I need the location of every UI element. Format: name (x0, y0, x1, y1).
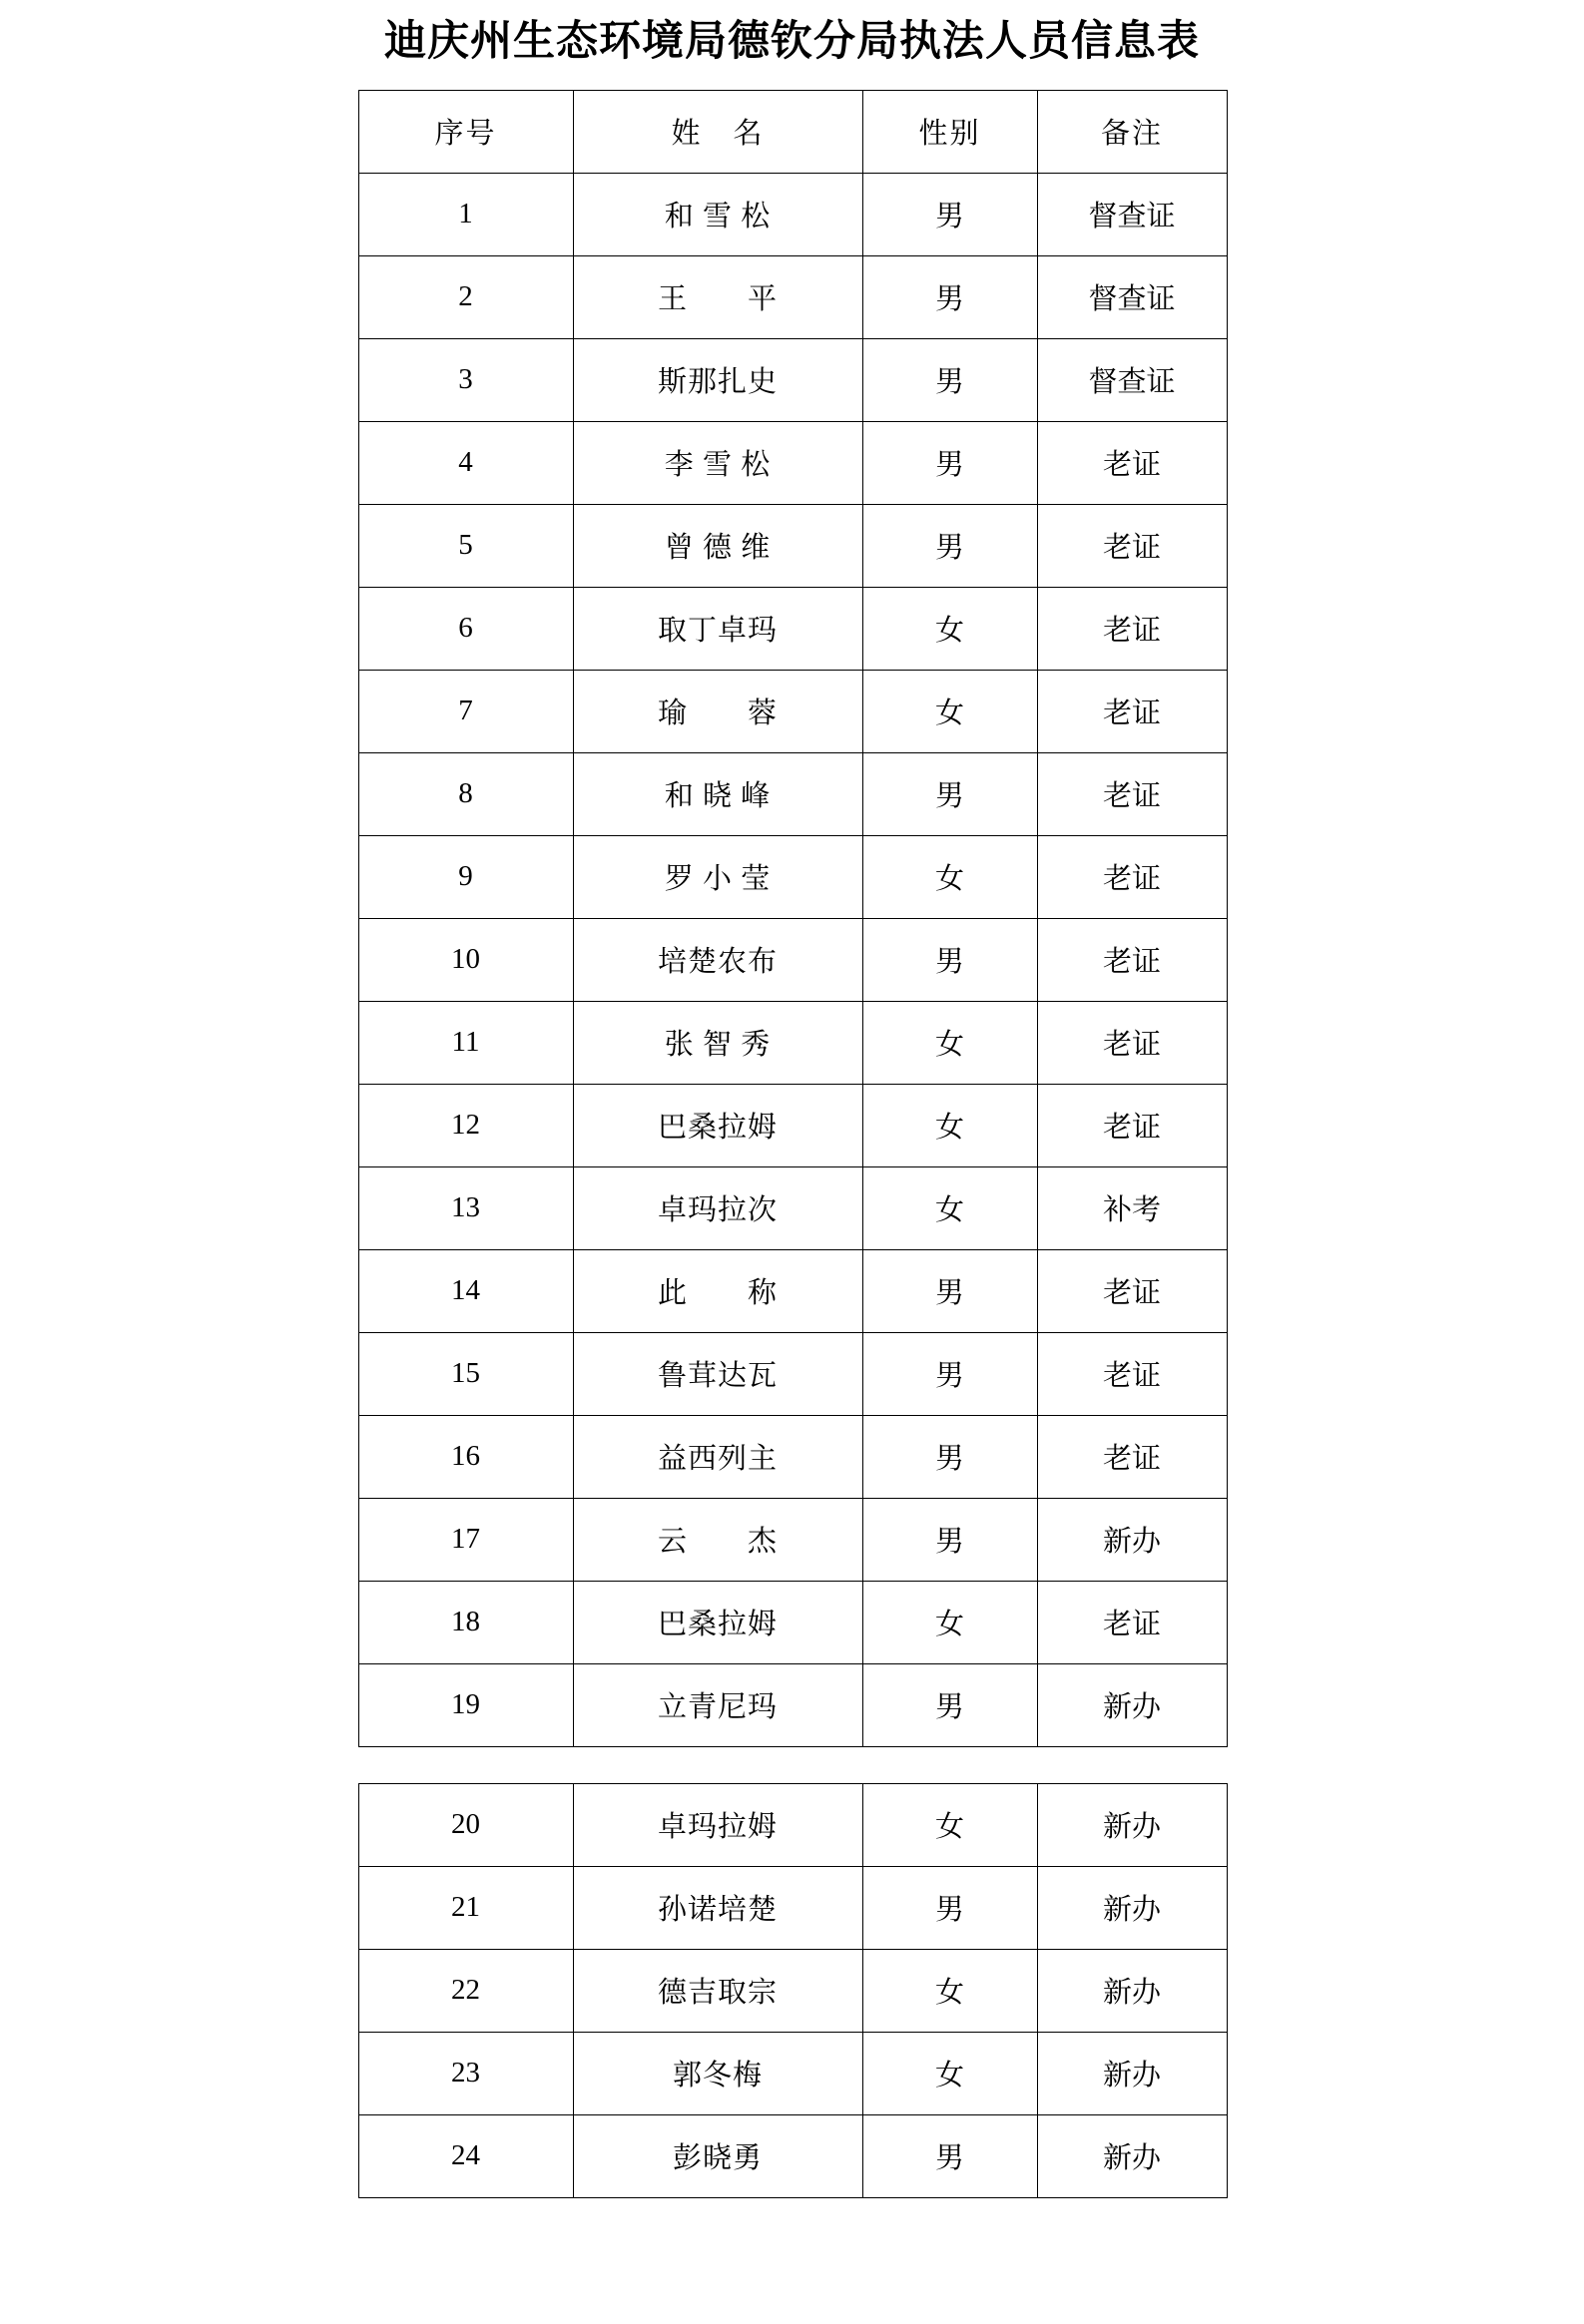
cell-index: 15 (358, 1332, 573, 1415)
cell-index: 20 (358, 1783, 573, 1866)
table-row (358, 421, 1227, 504)
cell-note: 新办 (1037, 1783, 1227, 1866)
cell-note: 新办 (1037, 1949, 1227, 2032)
cell-index: 2 (358, 255, 573, 338)
table-body-part-1 (358, 173, 1227, 1746)
cell-name: 罗 小 莹 (573, 835, 862, 918)
cell-note: 老证 (1037, 752, 1227, 835)
cell-name: 和 雪 松 (573, 173, 862, 255)
table-row (358, 338, 1227, 421)
table-row (358, 1866, 1227, 1949)
cell-note: 督查证 (1037, 338, 1227, 421)
roster-table-part-1 (358, 90, 1228, 1747)
table-row (358, 1166, 1227, 1249)
column-header-name: 姓 名 (573, 90, 862, 173)
cell-note: 新办 (1037, 2114, 1227, 2197)
table-row (358, 1001, 1227, 1084)
cell-index: 7 (358, 670, 573, 752)
page-title: 迪庆州生态环境局德钦分局执法人员信息表 (383, 17, 1200, 64)
table-row (358, 1415, 1227, 1498)
cell-index: 14 (358, 1249, 573, 1332)
cell-gender: 男 (862, 255, 1037, 338)
table-row (358, 1783, 1227, 1866)
cell-note: 老证 (1037, 1581, 1227, 1663)
cell-gender: 男 (862, 1663, 1037, 1746)
table-body-part-2 (358, 1783, 1227, 2197)
cell-gender: 男 (862, 1498, 1037, 1581)
cell-index: 24 (358, 2114, 573, 2197)
cell-name: 孙诺培楚 (573, 1866, 862, 1949)
cell-name: 此 称 (573, 1249, 862, 1332)
cell-name: 斯那扎史 (573, 338, 862, 421)
table-header-row (358, 90, 1227, 173)
cell-gender: 男 (862, 752, 1037, 835)
cell-name: 巴桑拉姆 (573, 1084, 862, 1166)
cell-note: 老证 (1037, 1084, 1227, 1166)
cell-index: 18 (358, 1581, 573, 1663)
table-gap (0, 1747, 1584, 1783)
cell-index: 6 (358, 587, 573, 670)
roster-table-part-2-wrapper (358, 1783, 1227, 2198)
cell-index: 1 (358, 173, 573, 255)
cell-gender: 女 (862, 587, 1037, 670)
cell-gender: 女 (862, 1949, 1037, 2032)
cell-name: 培楚农布 (573, 918, 862, 1001)
table-row (358, 670, 1227, 752)
cell-note: 新办 (1037, 2032, 1227, 2114)
cell-name: 瑜 蓉 (573, 670, 862, 752)
cell-gender: 女 (862, 2032, 1037, 2114)
cell-gender: 男 (862, 2114, 1037, 2197)
table-row (358, 587, 1227, 670)
cell-index: 12 (358, 1084, 573, 1166)
cell-index: 21 (358, 1866, 573, 1949)
cell-gender: 男 (862, 421, 1037, 504)
cell-note: 老证 (1037, 670, 1227, 752)
cell-note: 老证 (1037, 504, 1227, 587)
table-row (358, 1581, 1227, 1663)
cell-name: 卓玛拉姆 (573, 1783, 862, 1866)
table-row (358, 835, 1227, 918)
cell-note: 新办 (1037, 1866, 1227, 1949)
cell-index: 9 (358, 835, 573, 918)
cell-gender: 男 (862, 1332, 1037, 1415)
column-header-note: 备注 (1037, 90, 1227, 173)
cell-name: 和 晓 峰 (573, 752, 862, 835)
roster-table-part-1-wrapper (358, 90, 1227, 1747)
cell-note: 督查证 (1037, 255, 1227, 338)
table-row (358, 1249, 1227, 1332)
cell-note: 老证 (1037, 587, 1227, 670)
cell-index: 10 (358, 918, 573, 1001)
cell-gender: 男 (862, 918, 1037, 1001)
cell-name: 云 杰 (573, 1498, 862, 1581)
cell-index: 8 (358, 752, 573, 835)
cell-note: 老证 (1037, 1415, 1227, 1498)
cell-gender: 男 (862, 1866, 1037, 1949)
cell-gender: 女 (862, 1001, 1037, 1084)
cell-name: 张 智 秀 (573, 1001, 862, 1084)
cell-name: 取丁卓玛 (573, 587, 862, 670)
table-row (358, 1949, 1227, 2032)
table-row (358, 918, 1227, 1001)
cell-gender: 男 (862, 1415, 1037, 1498)
cell-index: 5 (358, 504, 573, 587)
cell-name: 德吉取宗 (573, 1949, 862, 2032)
table-row (358, 752, 1227, 835)
table-row (358, 1084, 1227, 1166)
cell-name: 鲁茸达瓦 (573, 1332, 862, 1415)
cell-gender: 女 (862, 1084, 1037, 1166)
cell-note: 老证 (1037, 918, 1227, 1001)
cell-index: 3 (358, 338, 573, 421)
cell-gender: 女 (862, 1581, 1037, 1663)
cell-name: 郭冬梅 (573, 2032, 862, 2114)
table-row (358, 2032, 1227, 2114)
cell-gender: 男 (862, 1249, 1037, 1332)
table-row (358, 2114, 1227, 2197)
cell-note: 老证 (1037, 421, 1227, 504)
cell-gender: 男 (862, 504, 1037, 587)
cell-note: 新办 (1037, 1663, 1227, 1746)
cell-name: 立青尼玛 (573, 1663, 862, 1746)
table-header (358, 90, 1227, 173)
cell-index: 16 (358, 1415, 573, 1498)
cell-index: 23 (358, 2032, 573, 2114)
cell-index: 22 (358, 1949, 573, 2032)
cell-gender: 女 (862, 1166, 1037, 1249)
cell-note: 老证 (1037, 835, 1227, 918)
cell-gender: 女 (862, 835, 1037, 918)
cell-index: 13 (358, 1166, 573, 1249)
cell-note: 老证 (1037, 1001, 1227, 1084)
cell-note: 老证 (1037, 1332, 1227, 1415)
table-row (358, 173, 1227, 255)
table-row (358, 1332, 1227, 1415)
cell-note: 补考 (1037, 1166, 1227, 1249)
table-row (358, 504, 1227, 587)
cell-index: 19 (358, 1663, 573, 1746)
cell-name: 王 平 (573, 255, 862, 338)
cell-gender: 女 (862, 670, 1037, 752)
cell-index: 11 (358, 1001, 573, 1084)
cell-note: 督查证 (1037, 173, 1227, 255)
cell-gender: 女 (862, 1783, 1037, 1866)
table-row (358, 1498, 1227, 1581)
column-header-gender: 性别 (862, 90, 1037, 173)
cell-name: 李 雪 松 (573, 421, 862, 504)
cell-gender: 男 (862, 338, 1037, 421)
cell-name: 彭晓勇 (573, 2114, 862, 2197)
table-row (358, 255, 1227, 338)
cell-note: 新办 (1037, 1498, 1227, 1581)
cell-gender: 男 (862, 173, 1037, 255)
cell-index: 4 (358, 421, 573, 504)
cell-name: 曾 德 维 (573, 504, 862, 587)
table-row (358, 1663, 1227, 1746)
roster-table-part-2 (358, 1783, 1228, 2198)
cell-name: 益西列主 (573, 1415, 862, 1498)
cell-note: 老证 (1037, 1249, 1227, 1332)
column-header-index: 序号 (358, 90, 573, 173)
cell-name: 卓玛拉次 (573, 1166, 862, 1249)
cell-index: 17 (358, 1498, 573, 1581)
cell-name: 巴桑拉姆 (573, 1581, 862, 1663)
